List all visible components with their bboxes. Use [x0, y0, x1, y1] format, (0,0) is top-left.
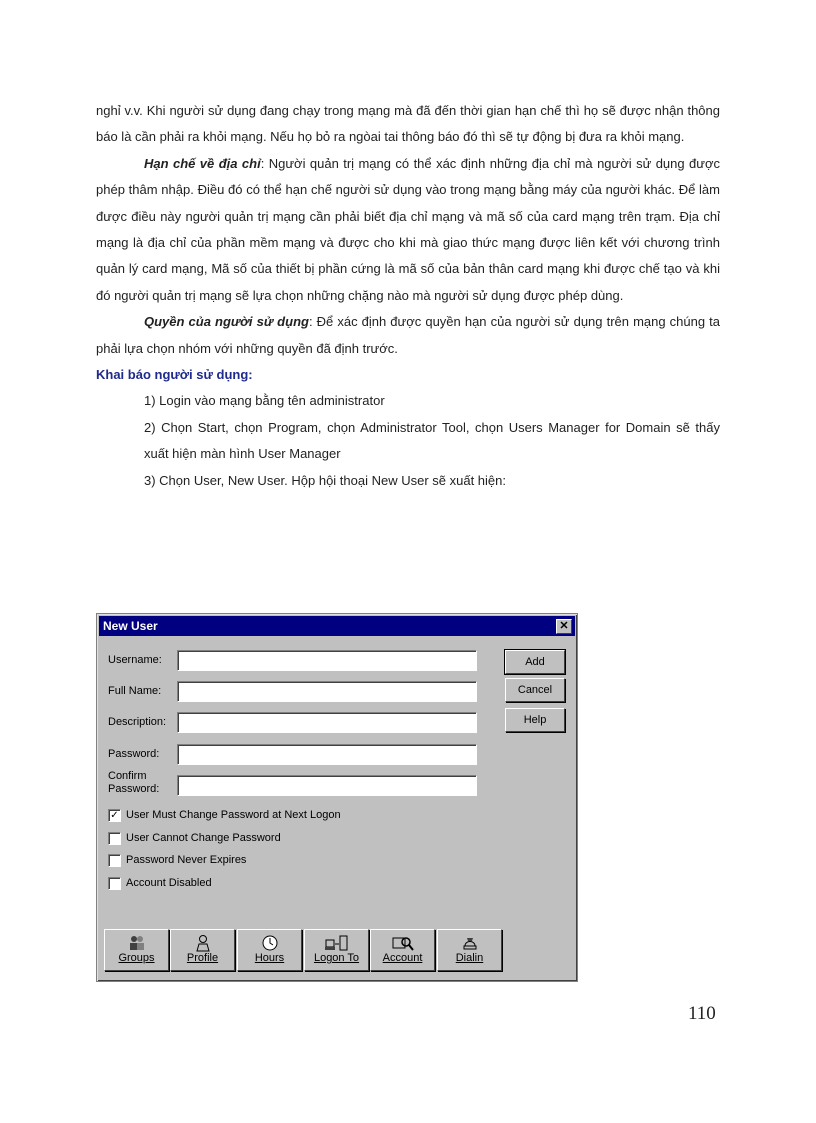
logon-to-button[interactable]: Logon To: [304, 929, 369, 971]
paragraph-time-restriction: nghỉ v.v. Khi người sử dụng đang chạy trong mạng mà đã đến thời gian hạn chế thì họ sẽ được nhận thông báo là cần phải ra khỏi mạng. Nếu họ bỏ ra ngòai tai thông báo đó thì sẽ tự động bị đưa ra khỏi mạng.: [96, 103, 720, 145]
checkbox-box[interactable]: [108, 832, 121, 845]
dialin-icon: [460, 934, 480, 952]
groups-button[interactable]: Groups: [104, 929, 169, 971]
account-button[interactable]: Account: [370, 929, 435, 971]
confirm-password-input[interactable]: [177, 775, 477, 796]
paragraph-address-restriction: Hạn chế về địa chỉ: Người quản trị mạng có thể xác định những địa chỉ mà người sử dụng được phép thâm nhập. Điều đó có thể hạn chế người sử dụng vào trong mạng bằng máy của người khác. Để làm được điều này người quản trị mạng cần phải biết địa chỉ mạng và mã số của card mạng trên trạm. Địa chỉ mạng là địa chỉ của phần mềm mạng và được cho khi mà giao thức mạng được liên kết với chương trình quản lý card mạng, Mã số của thiết bị phần cứng là mã số của bản thân card mạng khi được chế tạo và khi đó người quản trị mạng sẽ lựa chọn những chặng nào mà người sử dụng được phép dùng.: [96, 155, 720, 303]
step-3: 3) Chọn User, New User. Hộp hội thoại New User sẽ xuất hiện:: [144, 472, 507, 488]
full-name-input[interactable]: [177, 681, 477, 702]
cancel-button[interactable]: Cancel: [505, 678, 565, 702]
password-input[interactable]: [177, 744, 477, 765]
dialin-button[interactable]: Dialin: [437, 929, 502, 971]
full-name-label: Full Name:: [108, 685, 162, 697]
close-button[interactable]: ✕: [556, 619, 572, 634]
logon-to-icon: [324, 934, 350, 952]
body-text: [96, 98, 720, 494]
username-label: Username:: [108, 654, 162, 666]
username-input[interactable]: [177, 650, 477, 671]
checkbox-box[interactable]: ✓: [108, 809, 121, 822]
profile-button[interactable]: Profile: [170, 929, 235, 971]
help-button[interactable]: Help: [505, 708, 565, 732]
description-label: Description:: [108, 716, 167, 728]
checkbox-box[interactable]: [108, 854, 121, 867]
add-button[interactable]: Add: [505, 650, 565, 674]
clock-icon: [260, 934, 280, 952]
description-input[interactable]: [177, 712, 477, 733]
confirm-label-line1: Confirm: [108, 770, 147, 782]
password-label: Password:: [108, 748, 160, 760]
paragraph-user-rights: Quyền của người sử dụng: Để xác định được quyền hạn của người sử dụng trên mạng chúng ta phải lựa chọn nhóm với những quyền đã định trước.: [96, 314, 721, 356]
groups-icon: [127, 934, 147, 952]
confirm-label-line2: Password:: [108, 783, 160, 795]
section-heading: Khai báo người sử dụng:: [96, 367, 253, 383]
profile-icon: [193, 934, 213, 952]
term-address: Hạn chế về địa chỉ: [144, 155, 261, 171]
step-2: 2) Chọn Start, chọn Program, chọn Administrator Tool, chọn Users Manager for Domain sẽ thấy xuất hiện màn hình User Manager: [144, 419, 720, 462]
step-1: 1) Login vào mạng bằng tên administrator: [144, 393, 385, 409]
term-rights: Quyền của người sử dụng: [144, 314, 309, 330]
account-icon: [391, 934, 415, 952]
new-user-dialog: New User ✕ Username: Full Name: Description: Password: Confirm Password: Add Cancel Help ✓ User Must Change Password at Next Logon User Cannot Change Password Password Never Expires Account Disabled Groups Profile Hours Logon To Account Dialin: [96, 613, 578, 982]
dialog-titlebar[interactable]: [99, 616, 575, 636]
checkbox-box[interactable]: [108, 877, 121, 890]
hours-button[interactable]: Hours: [237, 929, 302, 971]
page-number: 110: [688, 1003, 716, 1024]
dialog-title: New User: [103, 619, 158, 633]
